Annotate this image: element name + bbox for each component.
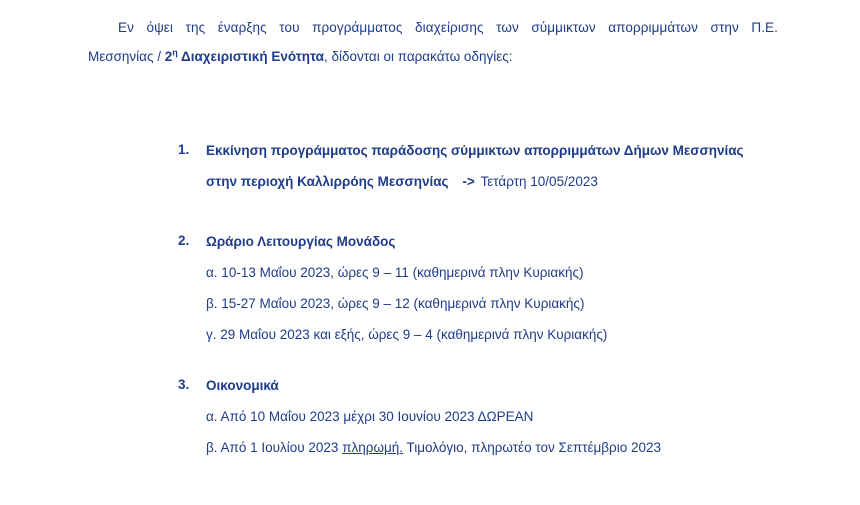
financial-line-b (206, 439, 661, 470)
intro-unit-ordinal: η (172, 47, 178, 58)
item-body (206, 142, 744, 204)
financial-line-b-prefix: β. Από 1 Ιουλίου 2023 (206, 440, 343, 455)
hours-line-c: γ. 29 Μαΐου 2023 και εξής, ώρες 9 – 4 (καθημερινά πλην Κυριακής) (206, 327, 608, 342)
item-title-location: στην περιοχή Καλλιρρόης Μεσσηνίας (206, 174, 449, 189)
hours-line-b: β. 15-27 Μαΐου 2023, ώρες 9 – 12 (καθημερινά πλην Κυριακής) (206, 296, 585, 311)
intro-suffix: , δίδονται οι παρακάτω οδηγίες: (323, 49, 513, 64)
intro-paragraph-line2 (88, 49, 513, 64)
item-title: Οικονομικά (206, 378, 279, 393)
payment-word: πληρωμή. (342, 440, 404, 455)
financial-line-b-suffix: Τιμολόγιο, πληρωτέο τον Σεπτέμβριο 2023 (403, 440, 662, 455)
item-body (206, 377, 661, 470)
intro-unit-number: 2 (164, 49, 173, 64)
item-title-line2 (206, 173, 744, 204)
hours-line-a: α. 10-13 Μαΐου 2023, ώρες 9 – 11 (καθημερινά πλην Κυριακής) (206, 265, 584, 280)
intro-unit-name: Διαχειριστική Ενότητα (177, 49, 324, 64)
item-body (206, 233, 607, 357)
intro-paragraph-line1: Εν όψει της έναρξης του προγράμματος διαχείρισης των σύμμικτων απορριμμάτων στην Π.Ε. (118, 20, 778, 35)
start-date: Τετάρτη 10/05/2023 (480, 174, 598, 189)
item-title: Ωράριο Λειτουργίας Μονάδος (206, 234, 396, 249)
item-number: 1. (178, 142, 190, 157)
intro-prefix: Μεσσηνίας / (88, 49, 165, 64)
arrow-text: -> (462, 174, 475, 189)
item-title-line1: Εκκίνηση προγράμματος παράδοσης σύμμικτων απορριμμάτων Δήμων Μεσσηνίας (206, 143, 744, 158)
financial-line-a: α. Από 10 Μαΐου 2023 μέχρι 30 Ιουνίου 2023 ΔΩΡΕΑΝ (206, 409, 534, 424)
item-number: 2. (178, 233, 190, 248)
item-number: 3. (178, 377, 190, 392)
